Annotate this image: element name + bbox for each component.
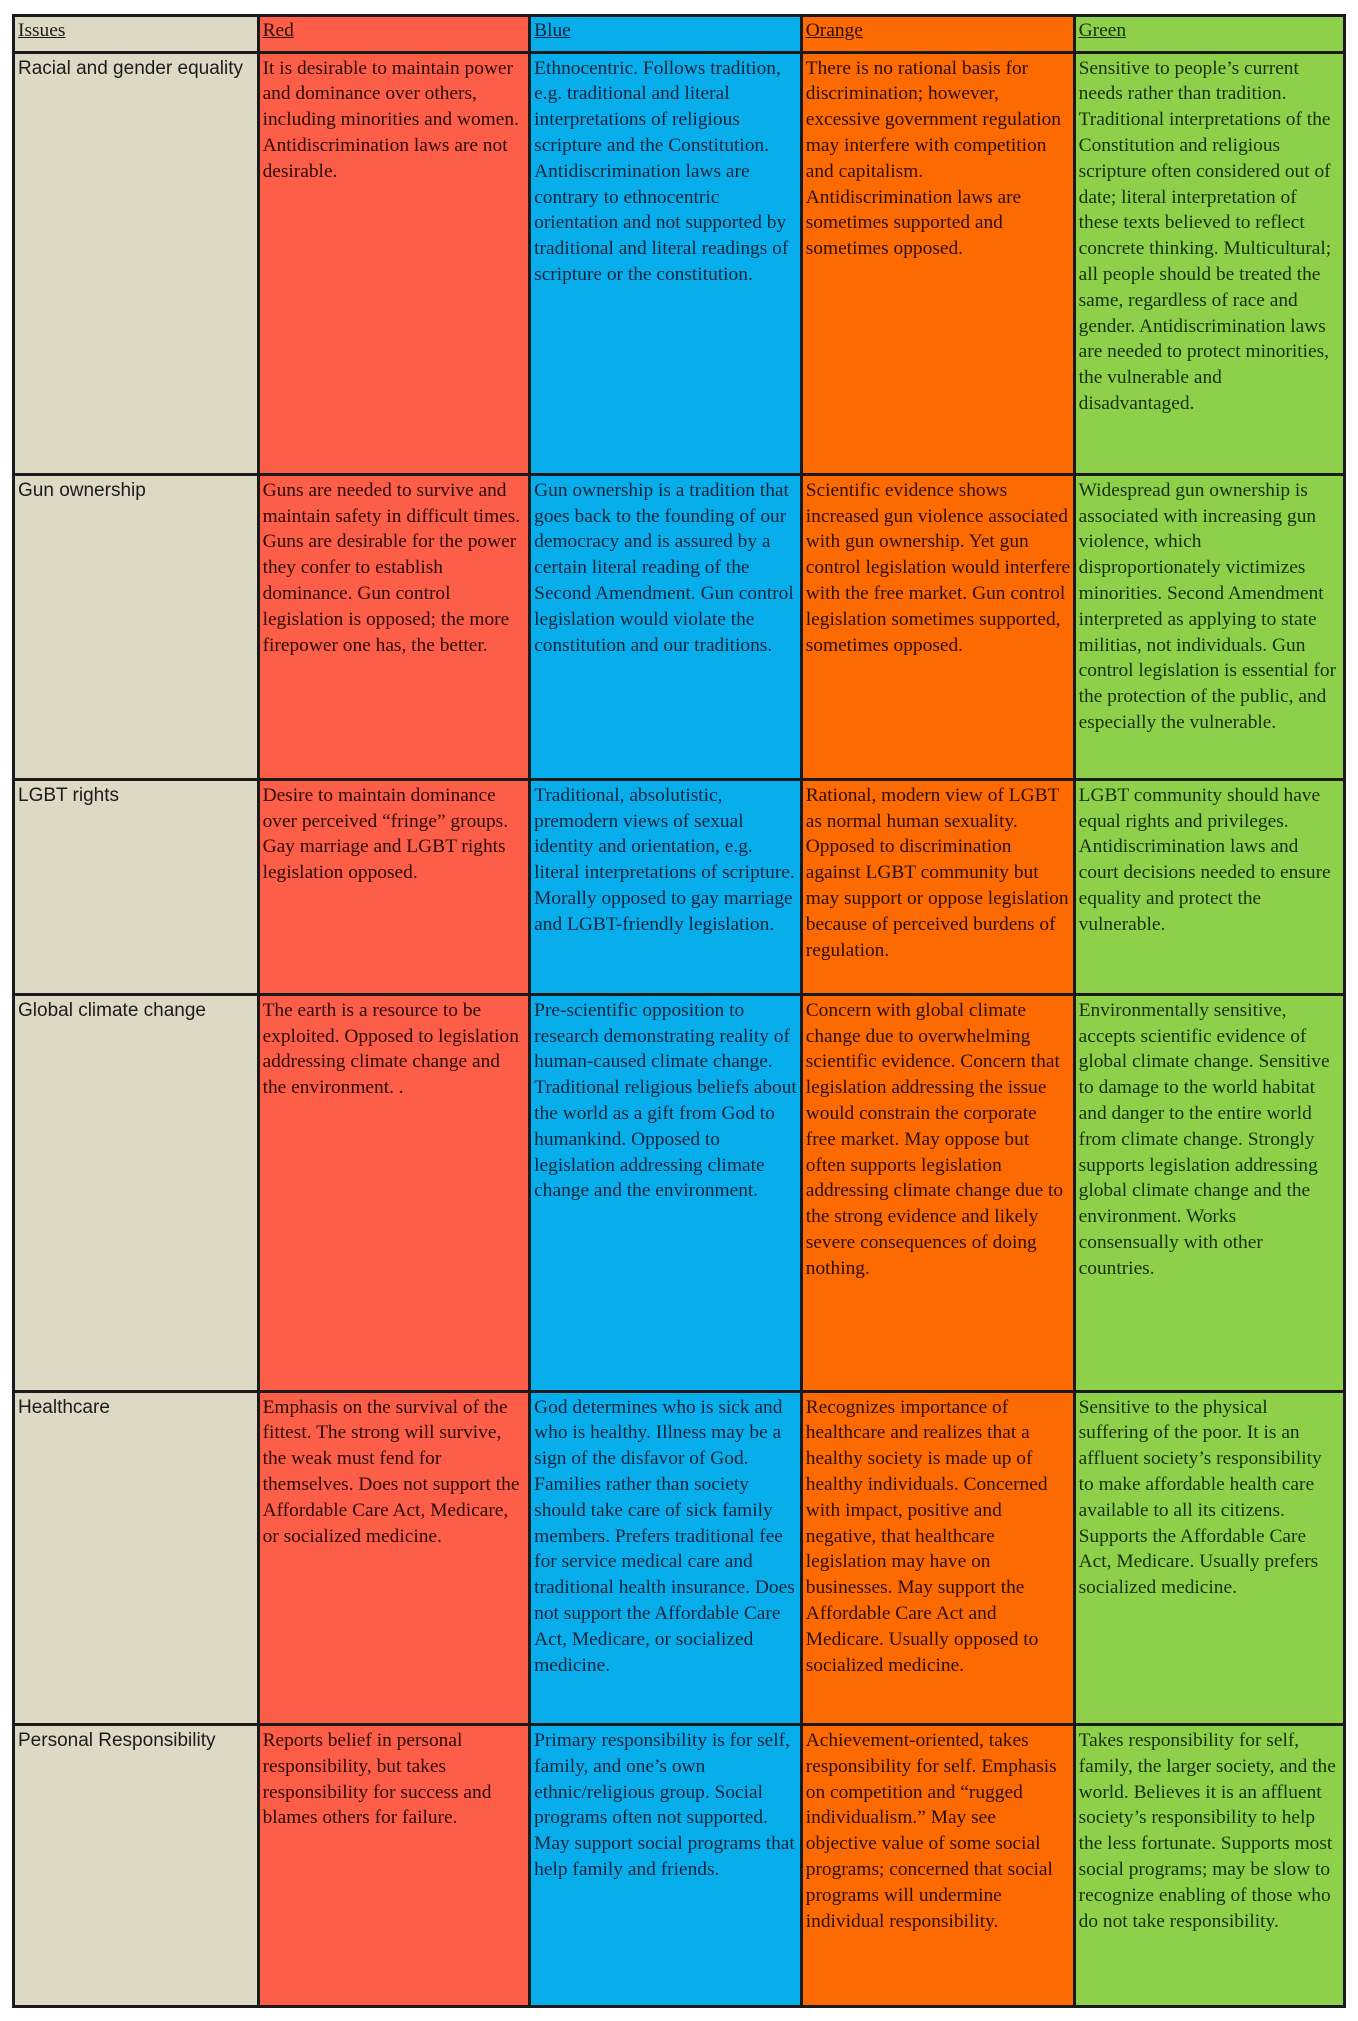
- issue-cell: Healthcare: [14, 1391, 259, 1724]
- header-orange: Orange: [801, 16, 1074, 53]
- header-blue: Blue: [530, 16, 802, 53]
- blue-cell: Gun ownership is a tradition that goes back to the founding of our democracy and is assured by a certain literal reading of the Second Amendment. Gun control legislation would violate the constitution and our traditions.: [530, 474, 802, 779]
- header-row: [14, 16, 1345, 53]
- green-cell: Widespread gun ownership is associated with increasing gun violence, which disproportionately victimizes minorities. Second Amendment interpreted as applying to state militias, not individuals. Gun control legislation is essential for the protection of the public, and especially the vulnerable.: [1074, 474, 1344, 779]
- table-row-lgbt-rights: [14, 779, 1345, 994]
- green-cell: LGBT community should have equal rights and privileges. Antidiscrimination laws and court decisions needed to ensure equality and protect the vulnerable.: [1074, 779, 1344, 994]
- blue-cell: Primary responsibility is for self, family, and one’s own ethnic/religious group. Social programs often not supported. May support social programs that help family and friends.: [530, 1724, 802, 2006]
- blue-cell: God determines who is sick and who is healthy. Illness may be a sign of the disfavor of God. Families rather than society should take care of sick family members. Prefers traditional fee for service medical care and traditional health insurance. Does not support the Affordable Care Act, Medicare, or socialized medicine.: [530, 1391, 802, 1724]
- header-red: Red: [258, 16, 530, 53]
- green-cell: Environmentally sensitive, accepts scientific evidence of global climate change. Sensitive to damage to the world habitat and danger to the entire world from climate change. Strongly supports legislation addressing global climate change and the environment. Works consensually with other countries.: [1074, 994, 1344, 1391]
- blue-cell: Pre-scientific opposition to research demonstrating reality of human-caused climate change. Traditional religious beliefs about the world as a gift from God to humankind. Opposed to legislation addressing climate change and the environment.: [530, 994, 802, 1391]
- orange-cell: Concern with global climate change due to overwhelming scientific evidence. Concern that legislation addressing the issue would constrain the corporate free market. May oppose but often supports legislation addressing climate change due to the strong evidence and likely severe consequences of doing nothing.: [801, 994, 1074, 1391]
- issue-cell: Global climate change: [14, 994, 259, 1391]
- green-cell: Takes responsibility for self, family, the larger society, and the world. Believes it is an affluent society’s responsibility to help the less fortunate. Supports most social programs; may be slow to recognize enabling of those who do not take responsibility.: [1074, 1724, 1344, 2006]
- orange-cell: Scientific evidence shows increased gun violence associated with gun ownership. Yet gun control legislation would interfere with the free market. Gun control legislation sometimes supported, sometimes opposed.: [801, 474, 1074, 779]
- blue-cell: Traditional, absolutistic, premodern views of sexual identity and orientation, e.g. literal interpretations of scripture. Morally opposed to gay marriage and LGBT-friendly legislation.: [530, 779, 802, 994]
- table-row-gun-ownership: [14, 474, 1345, 779]
- red-cell: It is desirable to maintain power and dominance over others, including minorities and women. Antidiscrimination laws are not desirable.: [258, 52, 530, 474]
- table-row-healthcare: [14, 1391, 1345, 1724]
- blue-cell: Ethnocentric. Follows tradition, e.g. traditional and literal interpretations of religious scripture and the Constitution. Antidiscrimination laws are contrary to ethnocentric orientation and not supported by traditional and literal readings of scripture or the constitution.: [530, 52, 802, 474]
- red-cell: Reports belief in personal responsibility, but takes responsibility for success and blames others for failure.: [258, 1724, 530, 2006]
- issue-cell: Racial and gender equality: [14, 52, 259, 474]
- green-cell: Sensitive to people’s current needs rather than tradition. Traditional interpretations of the Constitution and religious scripture often considered out of date; literal interpretation of these texts believed to reflect concrete thinking. Multicultural; all people should be treated the same, regardless of race and gender. Antidiscrimination laws are needed to protect minorities, the vulnerable and disadvantaged.: [1074, 52, 1344, 474]
- orange-cell: Achievement-oriented, takes responsibility for self. Emphasis on competition and “rugged individualism.” May see objective value of some social programs; concerned that social programs will undermine individual responsibility.: [801, 1724, 1074, 2006]
- issues-comparison-table-frame: [12, 14, 1346, 2008]
- orange-cell: Recognizes importance of healthcare and realizes that a healthy society is made up of healthy individuals. Concerned with impact, positive and negative, that healthcare legislation may have on businesses. May support the Affordable Care Act and Medicare. Usually opposed to socialized medicine.: [801, 1391, 1074, 1724]
- orange-cell: Rational, modern view of LGBT as normal human sexuality. Opposed to discrimination against LGBT community but may support or oppose legislation because of perceived burdens of regulation.: [801, 779, 1074, 994]
- header-issues: Issues: [14, 16, 259, 53]
- red-cell: Desire to maintain dominance over perceived “fringe” groups. Gay marriage and LGBT rights legislation opposed.: [258, 779, 530, 994]
- green-cell: Sensitive to the physical suffering of the poor. It is an affluent society’s responsibility to make affordable health care available to all its citizens. Supports the Affordable Care Act, Medicare. Usually prefers socialized medicine.: [1074, 1391, 1344, 1724]
- header-green: Green: [1074, 16, 1344, 53]
- issue-cell: LGBT rights: [14, 779, 259, 994]
- red-cell: Guns are needed to survive and maintain safety in difficult times. Guns are desirable for the power they confer to establish dominance. Gun control legislation is opposed; the more firepower one has, the better.: [258, 474, 530, 779]
- issues-comparison-table: [12, 14, 1346, 2008]
- table-row-racial-gender-equality: [14, 52, 1345, 474]
- table-row-personal-responsibility: [14, 1724, 1345, 2006]
- orange-cell: There is no rational basis for discrimination; however, excessive government regulation may interfere with competition and capitalism. Antidiscrimination laws are sometimes supported and sometimes opposed.: [801, 52, 1074, 474]
- issue-cell: Personal Responsibility: [14, 1724, 259, 2006]
- red-cell: The earth is a resource to be exploited. Opposed to legislation addressing climate change and the environment. .: [258, 994, 530, 1391]
- red-cell: Emphasis on the survival of the fittest. The strong will survive, the weak must fend for themselves. Does not support the Affordable Care Act, Medicare, or socialized medicine.: [258, 1391, 530, 1724]
- issue-cell: Gun ownership: [14, 474, 259, 779]
- table-row-global-climate-change: [14, 994, 1345, 1391]
